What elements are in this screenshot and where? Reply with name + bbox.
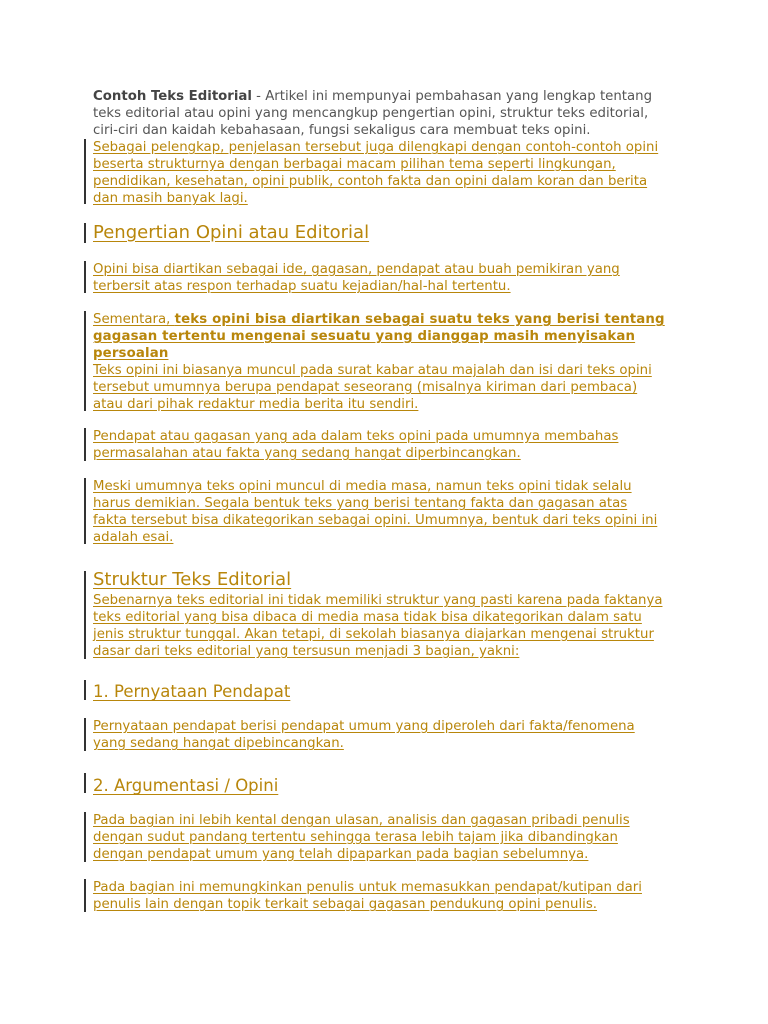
link-line[interactable]: penulis lain dengan topik terkait sebagai gagasan pendukung opini penulis. <box>93 897 598 912</box>
link-line[interactable]: Pada bagian ini memungkinkan penulis untuk memasukkan pendapat/kutipan dari <box>93 880 642 895</box>
article-title: Contoh Teks Editorial <box>93 89 252 104</box>
link-line[interactable]: jenis struktur tunggal. Akan tetapi, di sekolah biasanya diajarkan mengenai struktur <box>93 627 654 642</box>
intro-line: teks editorial atau opini yang mencangkup pengertian opini, struktur teks editorial, <box>93 106 649 121</box>
change-bar <box>84 879 86 912</box>
link-line[interactable]: Pernyataan pendapat berisi pendapat umum yang diperoleh dari fakta/fenomena <box>93 719 635 734</box>
link-line[interactable]: terbersit atas respon terhadap suatu kejadian/hal-hal tertentu. <box>93 279 511 294</box>
bold-definition[interactable]: teks opini bisa diartikan sebagai suatu teks yang berisi tentang <box>174 312 665 327</box>
intro-link-paragraph[interactable] <box>93 139 693 207</box>
link-line[interactable]: harus demikian. Segala bentuk teks yang berisi tentang fakta dan gagasan atas <box>93 496 628 511</box>
change-bar <box>84 139 86 204</box>
link-line[interactable]: Meski umumnya teks opini muncul di media masa, namun teks opini tidak selalu <box>93 479 632 494</box>
link-line[interactable]: yang sedang hangat dipebincangkan. <box>93 736 344 751</box>
change-bar <box>84 478 86 544</box>
link-line[interactable]: Pendapat atau gagasan yang ada dalam teks opini pada umumnya membahas <box>93 429 619 444</box>
heading-pernyataan-pendapat[interactable]: 1. Pernyataan Pendapat <box>93 682 291 701</box>
link-line[interactable]: Pada bagian ini lebih kental dengan ulasan, analisis dan gagasan pribadi penulis <box>93 813 630 828</box>
definition-paragraph[interactable] <box>93 261 693 295</box>
link-line[interactable]: atau dari pihak redaktur media berita itu sendiri. <box>93 397 419 412</box>
heading-struktur[interactable]: Struktur Teks Editorial <box>93 569 292 590</box>
change-bar <box>84 311 86 411</box>
link-line[interactable]: tersebut umumnya berupa pendapat seseorang (misalnya kiriman dari pembaca) <box>93 380 638 395</box>
change-bar <box>84 680 86 700</box>
intro-line: - Artikel ini mempunyai pembahasan yang lengkap tentang <box>251 89 653 104</box>
link-line[interactable]: permasalahan atau fakta yang sedang hangat diperbincangkan. <box>93 446 521 461</box>
opinion-text-paragraph[interactable] <box>93 311 693 413</box>
link-line[interactable]: dengan pendapat umum yang telah dipaparkan pada bagian sebelumnya. <box>93 847 589 862</box>
structure-paragraph[interactable] <box>93 592 693 660</box>
bold-definition[interactable]: persoalan <box>93 346 169 361</box>
heading-argumentasi[interactable]: 2. Argumentasi / Opini <box>93 776 279 795</box>
link-line[interactable]: pendidikan, kesehatan, opini publik, contoh fakta dan opini dalam koran dan berita <box>93 174 648 189</box>
change-bar <box>84 223 86 243</box>
link-line[interactable]: dengan sudut pandang tertentu sehingga terasa lebih tajam jika dibandingkan <box>93 830 618 845</box>
link-line[interactable]: dan masih banyak lagi. <box>93 191 248 206</box>
link-line[interactable]: beserta strukturnya dengan berbagai macam pilihan tema seperti lingkungan, <box>93 157 616 172</box>
change-bar <box>84 261 86 293</box>
intro-paragraph <box>93 88 693 139</box>
link-line[interactable]: Sebagai pelengkap, penjelasan tersebut juga dilengkapi dengan contoh-contoh opini <box>93 140 659 155</box>
essay-paragraph[interactable] <box>93 478 693 546</box>
intro-line: ciri-ciri dan kaidah kebahasaan, fungsi sekaligus cara membuat teks opini. <box>93 123 591 138</box>
link-line[interactable]: teks editorial yang bisa dibaca di media masa tidak bisa dikategorikan dalam satu <box>93 610 642 625</box>
link-text[interactable]: Sementara, <box>93 312 175 327</box>
change-bar <box>84 571 86 659</box>
bold-definition[interactable]: gagasan tertentu mengenai sesuatu yang dianggap masih menyisakan <box>93 329 636 344</box>
argument-paragraph[interactable] <box>93 812 693 863</box>
change-bar <box>84 812 86 862</box>
link-line[interactable]: Opini bisa diartikan sebagai ide, gagasan, pendapat atau buah pemikiran yang <box>93 262 620 277</box>
change-bar <box>84 428 86 461</box>
heading-pengertian[interactable]: Pengertian Opini atau Editorial <box>93 222 370 243</box>
change-bar <box>84 773 86 793</box>
link-line[interactable]: adalah esai. <box>93 530 174 545</box>
link-line[interactable]: dasar dari teks editorial yang tersusun menjadi 3 bagian, yakni: <box>93 644 520 659</box>
link-line[interactable]: Teks opini ini biasanya muncul pada surat kabar atau majalah dan isi dari teks opini <box>93 363 652 378</box>
statement-paragraph[interactable] <box>93 718 693 752</box>
link-line[interactable]: Sebenarnya teks editorial ini tidak memiliki struktur yang pasti karena pada faktanya <box>93 593 663 608</box>
change-bar <box>84 718 86 751</box>
topic-paragraph[interactable] <box>93 428 693 462</box>
quotation-paragraph[interactable] <box>93 879 693 913</box>
link-line[interactable]: fakta tersebut bisa dikategorikan sebagai opini. Umumnya, bentuk dari teks opini ini <box>93 513 658 528</box>
